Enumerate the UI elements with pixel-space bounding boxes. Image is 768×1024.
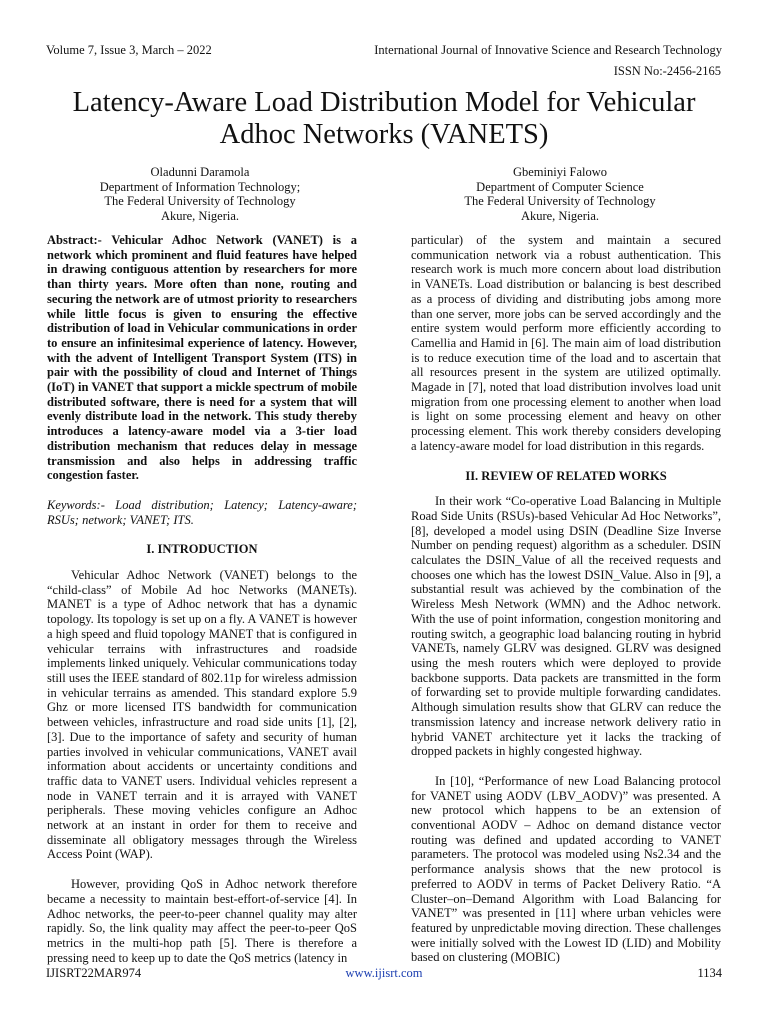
keywords: Keywords:- Load distribution; Latency; Latency-aware; RSUs; network; VANET; ITS. [47, 497, 357, 527]
volume-info: Volume 7, Issue 3, March – 2022 [46, 43, 212, 57]
paper-id: IJISRT22MAR974 [46, 966, 142, 980]
related-paragraph-2: In [10], “Performance of new Load Balancing protocol for VANET using AODV (LBV_AODV)” was presented. A new protocol which happens to be an extension of conventional AODV – Adhoc on demand distance vector routing was defined and updated according to VANET parameters. The protocol was modeled using Ns2.34 and the performance analysis shows that the new protocol is preferred to AODV in terms of Packet Delivery Ratio. “A Cluster–on–Demand Algorithm with Load Balancing for VANET” was presented in [11] where urban vehicles were featured by unpredictable moving direction. These challenges were initially solved with the Lowest ID (LID) and Mobility based on clustering (MOBIC) [411, 773, 721, 965]
author-university: The Federal University of Technology [464, 194, 656, 208]
author-city: Akure, Nigeria. [520, 208, 600, 223]
author-name: Oladunni Daramola [150, 165, 250, 179]
section-heading-introduction: I. INTRODUCTION [146, 542, 258, 557]
author-city: Akure, Nigeria. [160, 208, 240, 223]
author-department: Department of Computer Science [476, 179, 644, 194]
author-name: Gbeminiyi Falowo [512, 165, 608, 179]
intro-paragraph-2: However, providing QoS in Adhoc network therefore became a necessity to maintain best-effort-of-service [4]. In Adhoc networks, the peer-to-peer channel quality may alter rapidly. So, the link quality may affect the peer-to-peer QoS metrics in the multi-hop path [5]. There is therefore a pressing need to keep up to date the QoS metrics (latency in [47, 877, 357, 965]
paper-title: Latency-Aware Load Distribution Model for Vehicular Adhoc Networks (VANETS) [72, 87, 696, 150]
abstract: Abstract:- Vehicular Adhoc Network (VANET) is a network which prominent and fluid features have helped in drawing contiguous attention by researchers for more than thirty years. More often than none, routing and securing the network are of utmost priority to researchers while little focus is given to ensuring the effective distribution of load in Vehicular communications in order to ensure an infinitesimal experience of latency. However, with the advent of Intelligent Transport System (ITS) in pair with the possibility of cloud and Internet of Things (IoT) in VANET that support a mickle spectrum of mobile distributed software, there is need for a system that will evenly distribute load in the network. This study thereby introduces a latency-aware model via a 3-tier load distribution mechanism that reduces delay in message transmission and also helps in addressing traffic congestion faster. [47, 233, 357, 483]
right-column [411, 233, 721, 965]
intro-paragraph-continued: particular) of the system and maintain a secured communication network via a robust authentication. This research work is much more concern about load distribution in VANETs. Load distribution or balancing is best described as a process of dividing and distributing jobs among more than one server, more jobs can be served accordingly and the entire system would perform more efficiently according to Camellia and Hamid in [6]. The main aim of load distribution is to reduce execution time of the load and to ascertain that all resources present in the system are utilized optimally. Magade in [7], noted that load distribution involves load unit migration from one processing element to another when load is light on some processing element and heavy on other processing element. This work thereby considers developing a latency-aware model for load distribution in this regards. [411, 233, 721, 453]
intro-paragraph-1: Vehicular Adhoc Network (VANET) belongs to the “child-class” of Mobile Ad hoc Networks (MANETs). MANET is a type of Adhoc network that has a dynamic topology. Its topology is set up on a fly. A VANET is however a high speed and fluid topology MANET that is configured in vehicular terrains with infrastructures and roadside implements linked uniquely. Vehicular communications today still uses the IEEE standard of 802.11p for wireless admission in vehicular terrains as amended. This standard explore 5.9 Ghz or more licensed ITS bandwidth for communication between vehicles, infrastructure and road side units [1], [2], [3]. Due to the importance of safety and security of human parties involved in vehicular communications, VANET avail information about accidents or uncertainty conditions and traffic data to VANET users. Individual vehicles represent a node in VANET terrain and it is arrayed with VANET peripherals. These moving vehicles configure an Adhoc network at an instant in order for them to receive and disseminate all obligatory messages through the Wireless Access Point (WAP). [47, 568, 357, 862]
author-block-1 [50, 165, 350, 223]
left-column [47, 233, 357, 965]
issn: ISSN No:-2456-2165 [613, 64, 721, 78]
related-paragraph-1: In their work “Co-operative Load Balancing in Multiple Road Side Units (RSUs)-based Vehicular Ad Hoc Networks”, [8], developed a model using DSIN (Deadline Size Inverse Number on pending request) algorithm as a scheduler. DSIN calculates the DSIN_Value of all the received requests and chooses one which has the lowest DSIN_Value. Also in [9], a substantial result was achieved by the combination of the Wireless Mesh Network (WMN) and the Adhoc network. With the use of point information, congestion monitoring and routing switch, a geographic load balancing routing in hybrid VANETs, namely GLRV was designed. GLRV was designed using the mesh routers which were deployed to provide backbone supports. Data packets are transmitted in the form of forwarding set to provide multiple forwarding candidates. Although simulation results show that GLRV can reduce the transmission latency and increase network delivery ratio in hybrid VANET architecture yet it lacks the tracking of dropped packets in highly congested highway. [411, 494, 721, 759]
journal-url-link[interactable]: www.ijisrt.com [345, 966, 423, 980]
journal-name: International Journal of Innovative Science and Research Technology [374, 43, 722, 57]
author-university: The Federal University of Technology [104, 194, 296, 208]
author-block-2 [410, 165, 710, 223]
author-department: Department of Information Technology; [99, 179, 301, 194]
page-number: 1134 [697, 966, 722, 980]
section-heading-related-works: II. REVIEW OF RELATED WORKS [465, 468, 667, 483]
